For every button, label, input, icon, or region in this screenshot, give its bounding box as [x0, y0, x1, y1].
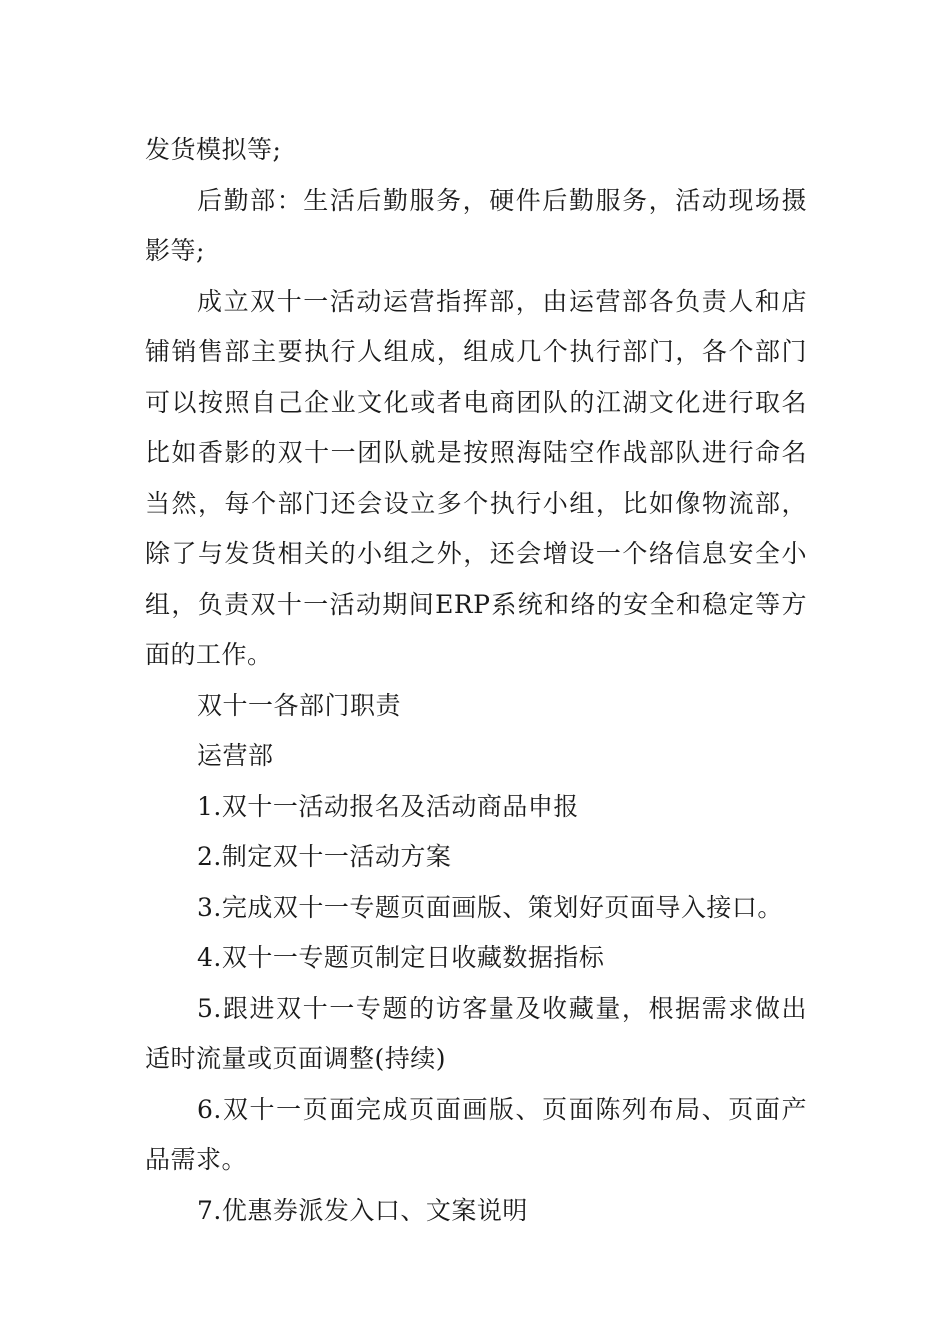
list-item: 1.双十一活动报名及活动商品申报 [197, 791, 579, 821]
list-item: 6.双十一页面完成页面画版、页面陈列布局、页面产品需求。 [145, 1094, 807, 1174]
document-body [145, 125, 807, 1236]
list-item: 5.跟进双十一专题的访客量及收藏量，根据需求做出适时流量或页面调整(持续) [145, 993, 807, 1073]
paragraph-command-center: 成立双十一活动运营指挥部，由运营部各负责人和店铺销售部主要执行人组成，组成几个执行部门，各个部门可以按照自己企业文化或者电商团队的江湖文化进行取名比如香影的双十一团队就是按照海陆空作战部队进行命名当然，每个部门还会设立多个执行小组，比如像物流部，除了与发货相关的小组之外，还会增设一个络信息安全小组，负责双十一活动期间ERP系统和络的安全和稳定等方面的工作。 [145, 286, 807, 669]
list-item: 4.双十一专题页制定日收藏数据指标 [197, 943, 605, 972]
paragraph-continuation: 发货模拟等; [145, 135, 282, 164]
list-item: 7.优惠券派发入口、文案说明 [197, 1195, 528, 1225]
list-item: 2.制定双十一活动方案 [197, 842, 452, 871]
section-heading-responsibilities: 双十一各部门职责 [197, 690, 402, 720]
subheading-operations-dept: 运营部 [197, 741, 274, 770]
list-item: 3.完成双十一专题页面画版、策划好页面导入接口。 [197, 892, 783, 922]
paragraph-logistics-dept: 后勤部：生活后勤服务，硬件后勤服务，活动现场摄影等; [145, 185, 807, 265]
